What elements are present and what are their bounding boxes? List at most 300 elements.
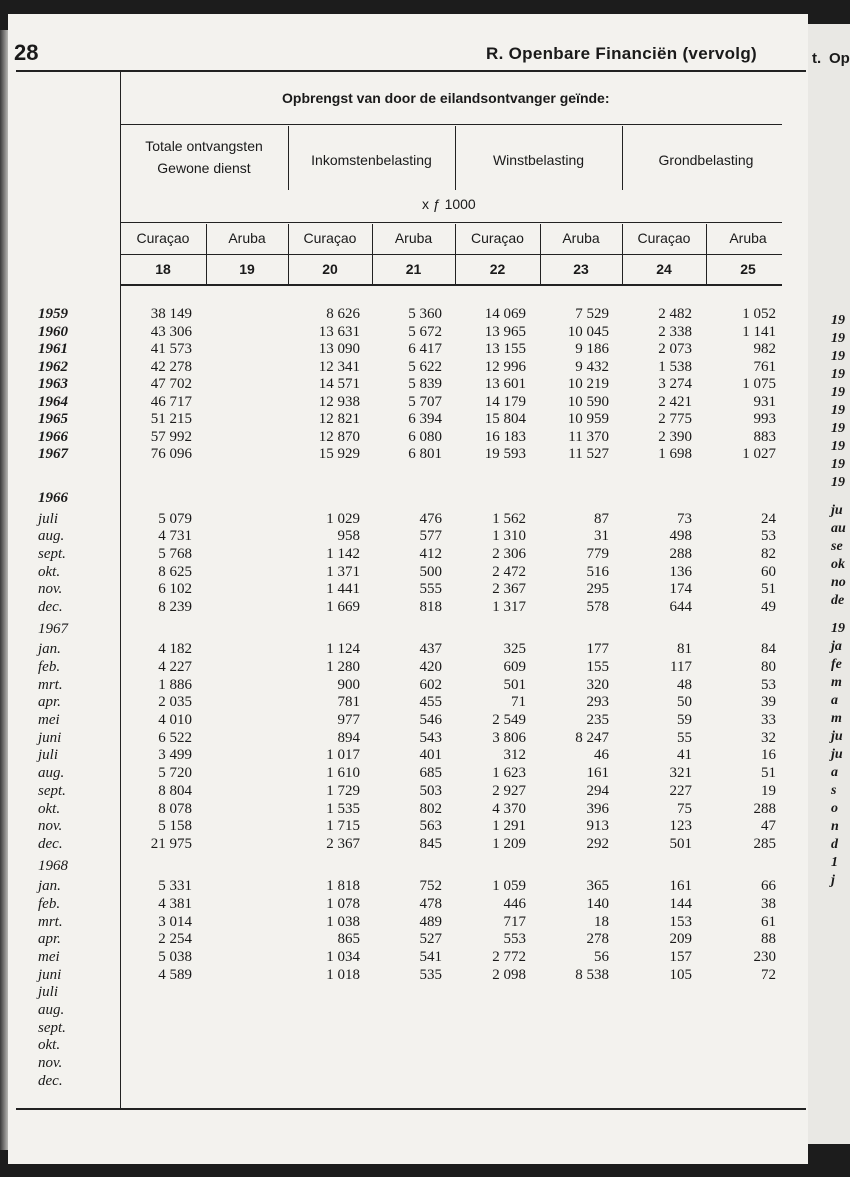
table-cell: 476: [419, 510, 442, 527]
table-cell: 72: [761, 966, 776, 983]
table-cell: 2 035: [158, 694, 192, 711]
region-label: Curaçao: [471, 230, 524, 246]
table-cell: 535: [419, 966, 442, 983]
table-cell: 10 590: [567, 393, 609, 410]
table-cell: 1 818: [326, 878, 360, 895]
region-label: Curaçao: [136, 230, 190, 246]
table-cell: 227: [669, 782, 692, 799]
table-cell: 14 571: [318, 376, 360, 392]
table-cell: 80: [761, 658, 776, 675]
table-cell: 84: [761, 641, 776, 658]
table-cell: 6 522: [158, 729, 192, 746]
table-cell: 2 472: [492, 563, 526, 580]
table-cell: 501: [669, 835, 692, 852]
row-label: juni: [38, 966, 62, 983]
table-cell: 5 839: [408, 376, 442, 392]
next-page-stub-label: m: [831, 711, 842, 726]
block-year: 1967: [38, 620, 68, 637]
next-page-stub-label: a: [831, 693, 838, 708]
table-cell: 2 367: [492, 581, 526, 598]
table-cell: 2 775: [658, 411, 692, 427]
table-cell: 16: [761, 747, 776, 764]
table-cell: 563: [419, 818, 442, 835]
table-cell: 365: [586, 878, 609, 895]
table-cell: 8 078: [158, 800, 192, 817]
row-label: nov.: [38, 818, 63, 835]
row-label: juli: [38, 747, 59, 764]
table-cell: 5 720: [158, 765, 192, 782]
next-page-stub-label: 19: [831, 313, 845, 328]
table-cell: 602: [419, 676, 442, 693]
next-page-stub-label: j: [831, 873, 835, 888]
table-title: Opbrengst van door de eilandsontvanger geïnde:: [282, 90, 610, 106]
table-cell: 527: [419, 931, 442, 948]
table-cell: 4 010: [158, 712, 192, 728]
table-cell: 66: [761, 878, 776, 895]
block-year: 1966: [38, 490, 68, 506]
table-cell: 51 215: [150, 411, 192, 427]
row-label: 1962: [38, 358, 68, 375]
next-page-stub-label: 19: [831, 367, 845, 382]
table-cell: 82: [761, 545, 776, 562]
row-label: okt.: [38, 563, 61, 580]
table-cell: 752: [419, 878, 442, 895]
table-cell: 293: [586, 694, 609, 711]
table-cell: 2 927: [492, 782, 526, 799]
table-cell: 1 538: [658, 358, 692, 375]
table-cell: 2 421: [658, 393, 692, 410]
row-label: apr.: [38, 694, 61, 711]
table-cell: 446: [503, 895, 526, 912]
next-page-stub-label: ja: [831, 639, 842, 654]
table-cell: 11 527: [568, 446, 609, 462]
show-through-text: [40, 186, 65, 202]
table-cell: 1 078: [326, 895, 360, 912]
table-cell: 9 432: [575, 358, 609, 375]
table-cell: 41 573: [150, 341, 192, 357]
row-label: aug.: [38, 528, 65, 545]
column-number: 24: [656, 261, 672, 277]
next-page-stub-label: a: [831, 765, 838, 780]
column-number: 25: [740, 261, 756, 277]
title-underline: [120, 124, 782, 125]
table-cell: 13 631: [318, 323, 360, 340]
table-cell: 2 306: [492, 545, 526, 562]
table-cell: 18: [594, 913, 609, 930]
table-cell: 41: [677, 747, 692, 764]
table-cell: 1 038: [326, 913, 360, 930]
row-label: jan.: [38, 641, 61, 658]
table-cell: 4 589: [158, 966, 192, 983]
table-cell: 3 014: [158, 913, 192, 930]
table-cell: 5 360: [408, 306, 442, 322]
table-cell: 19 593: [484, 446, 526, 462]
table-cell: 278: [586, 931, 609, 948]
group-header: Inkomstenbelasting: [311, 152, 432, 168]
next-page-stub-label: fe: [831, 657, 842, 672]
group-header: Gewone dienst: [157, 160, 251, 176]
table-cell: 500: [419, 563, 442, 580]
table-cell: 6 080: [408, 428, 442, 445]
row-label: dec.: [38, 1072, 63, 1089]
table-cell: 555: [419, 581, 442, 598]
table-cell: 993: [753, 411, 776, 427]
table-cell: 161: [669, 878, 692, 895]
table-cell: 478: [419, 895, 442, 912]
table-cell: 2 338: [658, 323, 692, 340]
table-cell: 1 698: [658, 446, 692, 462]
table-cell: 779: [586, 545, 609, 562]
table-cell: 320: [586, 676, 609, 693]
table-cell: 437: [419, 641, 442, 658]
table-cell: 578: [586, 599, 609, 615]
row-label: jan.: [38, 878, 61, 895]
row-label: 1965: [38, 411, 68, 427]
next-page-stub-label: ju: [831, 503, 843, 518]
table-cell: 53: [761, 676, 776, 693]
table-cell: 900: [337, 676, 360, 693]
row-label: 1964: [38, 393, 68, 410]
table-cell: 5 331: [158, 878, 192, 895]
next-page-stub-label: 19: [831, 385, 845, 400]
table-cell: 1 371: [326, 563, 360, 580]
table-cell: 577: [419, 528, 442, 545]
table-cell: 6 801: [408, 446, 442, 462]
table-cell: 24: [761, 510, 776, 527]
running-head: R. Openbare Financiën (vervolg): [486, 44, 757, 63]
table-cell: 420: [419, 658, 442, 675]
table-cell: 47: [761, 818, 776, 835]
table-cell: 321: [669, 765, 692, 782]
group-header: Winstbelasting: [492, 152, 585, 168]
table-cell: 2 482: [658, 306, 692, 322]
table-cell: 292: [586, 835, 609, 852]
column-number: 18: [155, 261, 171, 277]
table-cell: 781: [337, 694, 360, 711]
table-cell: 1 142: [326, 545, 360, 562]
table-cell: 230: [753, 948, 776, 965]
table-cell: 4 381: [158, 895, 192, 912]
table-cell: 10 045: [567, 323, 609, 340]
table-cell: 5 079: [158, 510, 192, 527]
show-through-text: [160, 88, 279, 104]
table-cell: 140: [586, 895, 609, 912]
table-cell: 31: [594, 528, 609, 545]
table-cell: 6 102: [158, 581, 192, 598]
row-label: dec.: [38, 599, 63, 615]
table-cell: 4 370: [492, 800, 526, 817]
table-cell: 396: [586, 800, 609, 817]
table-cell: 1 317: [492, 599, 526, 615]
row-label: 1959: [38, 306, 68, 322]
table-cell: 50: [677, 694, 692, 711]
table-cell: 8 626: [326, 306, 360, 322]
table-cell: 2 390: [658, 428, 692, 445]
table-cell: 288: [753, 800, 776, 817]
table-cell: 2 367: [326, 835, 360, 852]
row-label: nov.: [38, 581, 63, 598]
table-cell: 60: [761, 563, 776, 580]
table-cell: 16 183: [484, 428, 526, 445]
table-cell: 13 090: [318, 341, 360, 357]
next-page-stub-label: 19: [831, 403, 845, 418]
next-page-stub-label: 19: [831, 621, 845, 636]
column-number: 21: [405, 261, 422, 277]
table-cell: 19: [761, 782, 776, 799]
row-label: dec.: [38, 835, 63, 852]
table-cell: 75: [677, 800, 692, 817]
table-cell: 489: [419, 913, 442, 930]
table-cell: 913: [586, 818, 609, 835]
next-page-stub-label: ju: [831, 729, 843, 744]
table-cell: 61: [761, 913, 776, 930]
table-cell: 644: [669, 599, 692, 615]
table-cell: 5 707: [408, 393, 442, 410]
table-cell: 982: [753, 341, 776, 357]
table-cell: 931: [753, 393, 776, 410]
row-label: mrt.: [38, 913, 63, 930]
table-cell: 10 219: [567, 376, 609, 392]
table-cell: 10 959: [567, 411, 609, 427]
region-label: Curaçao: [637, 230, 691, 246]
table-cell: 818: [419, 599, 442, 615]
next-page-stub-label: ok: [831, 557, 845, 572]
table-cell: 12 938: [318, 393, 360, 410]
table-cell: 8 247: [575, 729, 609, 746]
table-cell: 12 996: [484, 358, 526, 375]
table-cell: 21 975: [150, 835, 192, 852]
table-cell: 49: [761, 599, 776, 615]
table-cell: 294: [586, 782, 609, 799]
table-cell: 1 886: [158, 676, 192, 693]
table-cell: 8 239: [158, 599, 192, 615]
table-cell: 4 182: [158, 641, 192, 658]
table-cell: 761: [753, 358, 776, 375]
next-page-stub-label: n: [831, 819, 839, 834]
table-cell: 2 254: [158, 931, 192, 948]
table-cell: 503: [419, 782, 442, 799]
table-cell: 235: [586, 712, 609, 728]
row-label: okt.: [38, 800, 61, 817]
table-cell: 88: [761, 931, 776, 948]
table-cell: 105: [669, 966, 692, 983]
table-cell: 865: [337, 931, 360, 948]
table-cell: 1 075: [742, 376, 776, 392]
table-cell: 123: [669, 818, 692, 835]
table-cell: 5 672: [408, 323, 442, 340]
column-number: 23: [573, 261, 589, 277]
table-cell: 1 209: [492, 835, 526, 852]
table-cell: 845: [419, 835, 442, 852]
table-cell: 87: [594, 510, 609, 527]
row-label: okt.: [38, 1037, 61, 1054]
table-cell: 2 073: [658, 341, 692, 357]
column-number: 20: [322, 261, 338, 277]
table-cell: 1 562: [492, 510, 526, 527]
table-cell: 412: [419, 545, 442, 562]
row-label: aug.: [38, 1002, 65, 1018]
table-cell: 39: [761, 694, 776, 711]
next-page-stub-label: ju: [831, 747, 843, 762]
page-number: 28: [14, 40, 39, 65]
table-cell: 1 610: [326, 765, 360, 782]
next-page-stub-label: se: [831, 539, 843, 554]
show-through-text: [750, 168, 775, 184]
table-cell: 144: [669, 895, 692, 912]
row-label: 1967: [38, 446, 68, 462]
next-page-stub-label: de: [831, 593, 845, 608]
table-cell: 117: [670, 658, 692, 675]
region-label: Aruba: [562, 230, 600, 246]
table-cell: 717: [503, 913, 526, 930]
table-cell: 1 124: [326, 641, 360, 658]
row-label: juni: [38, 729, 62, 746]
row-label: 1961: [38, 341, 68, 357]
table-cell: 5 622: [408, 358, 442, 375]
table-cell: 9 186: [575, 341, 609, 357]
region-label: Aruba: [394, 230, 433, 246]
table-cell: 53: [761, 528, 776, 545]
table-cell: 2 772: [492, 948, 526, 965]
table-cell: 1 715: [326, 818, 360, 835]
table-cell: 38 149: [150, 306, 192, 322]
row-label: 1960: [38, 323, 68, 340]
row-label: sept.: [38, 782, 66, 799]
table-cell: 209: [669, 931, 692, 948]
table-cell: 8 625: [158, 563, 192, 580]
next-page-stub-label: 19: [831, 331, 845, 346]
table-cell: 12 341: [318, 358, 360, 375]
row-label: 1963: [38, 376, 68, 392]
table-cell: 155: [586, 658, 609, 675]
table-cell: 8 804: [158, 782, 192, 799]
table-cell: 47 702: [150, 376, 192, 392]
table-cell: 543: [419, 729, 442, 746]
table-cell: 6 394: [408, 411, 442, 427]
table-cell: 958: [337, 528, 360, 545]
next-page-stub-label: 1: [831, 855, 838, 870]
table-cell: 32: [761, 729, 776, 746]
table-cell: 33: [761, 712, 776, 728]
table-cell: 1 623: [492, 765, 526, 782]
table-cell: 46: [594, 747, 609, 764]
row-label: apr.: [38, 931, 61, 948]
region-label: Curaçao: [303, 230, 357, 246]
table-cell: 5 768: [158, 545, 192, 562]
next-page-stub-label: s: [831, 783, 837, 798]
table-cell: 401: [419, 747, 442, 764]
row-label: mrt.: [38, 676, 63, 693]
table-cell: 43 306: [150, 323, 192, 340]
table-cell: 609: [503, 658, 526, 675]
table-cell: 1 034: [326, 948, 360, 965]
table-cell: 153: [669, 913, 692, 930]
column-number: 19: [239, 261, 255, 277]
table-cell: 1 059: [492, 878, 526, 895]
table-cell: 1 291: [492, 818, 526, 835]
table-cell: 802: [419, 800, 442, 817]
table-cell: 455: [419, 694, 442, 711]
table-cell: 157: [669, 948, 692, 965]
table-cell: 81: [677, 641, 692, 658]
table-cell: 1 729: [326, 782, 360, 799]
table-cell: 38: [761, 895, 776, 912]
table-cell: 15 929: [318, 446, 360, 462]
table-cell: 6 417: [408, 341, 442, 357]
table-cell: 76 096: [150, 446, 192, 462]
table-cell: 1 310: [492, 528, 526, 545]
table-cell: 15 804: [484, 411, 526, 427]
row-label: 1966: [38, 428, 68, 445]
table-cell: 1 017: [326, 747, 360, 764]
next-page-running-head: t.: [812, 50, 822, 67]
row-label: mei: [38, 948, 60, 965]
table-cell: 1 535: [326, 800, 360, 817]
table-cell: 4 227: [158, 658, 192, 675]
table-cell: 46 717: [150, 393, 192, 410]
group-header: Grondbelasting: [658, 152, 754, 168]
group-header: Totale ontvangsten: [145, 138, 263, 154]
region-label: Aruba: [228, 230, 266, 246]
table-cell: 5 038: [158, 948, 192, 965]
table-cell: 51: [761, 581, 776, 598]
table-cell: 498: [669, 528, 692, 545]
table-cell: 48: [677, 676, 692, 693]
table-cell: 325: [503, 641, 526, 658]
table-cell: 288: [669, 545, 692, 562]
row-label: sept.: [38, 545, 66, 562]
table-cell: 1 141: [742, 323, 776, 340]
table-cell: 285: [753, 835, 776, 852]
next-page-stub-label: 19: [831, 475, 845, 490]
next-page-running-head-word: Op: [829, 50, 850, 67]
table-cell: 3 499: [158, 747, 192, 764]
table-cell: 541: [419, 948, 442, 965]
region-label: Aruba: [729, 230, 767, 246]
bottom-rule: [16, 1108, 806, 1110]
next-page-stub-label: d: [831, 837, 838, 852]
top-rule: [16, 70, 806, 72]
next-page-stub-label: 19: [831, 457, 845, 472]
next-page-stub-label: o: [831, 801, 838, 816]
table-cell: 1 018: [326, 966, 360, 983]
table-cell: 42 278: [150, 358, 192, 375]
next-page-stub-label: 19: [831, 421, 845, 436]
row-label: feb.: [38, 895, 61, 912]
table-cell: 55: [677, 729, 692, 746]
table-cell: 894: [337, 729, 360, 746]
table-cell: 8 538: [575, 966, 609, 983]
region-underline: [120, 254, 782, 255]
table-cell: 685: [419, 765, 442, 782]
table-cell: 3 806: [492, 729, 526, 746]
table-cell: 14 069: [484, 306, 526, 322]
table-cell: 3 274: [658, 376, 692, 392]
table-cell: 516: [586, 563, 609, 580]
table-cell: 7 529: [575, 306, 609, 322]
table-cell: 12 821: [318, 411, 360, 427]
table-cell: 1 280: [326, 658, 360, 675]
table-cell: 73: [677, 510, 692, 527]
row-label: juli: [38, 984, 59, 1001]
table-cell: 14 179: [484, 393, 526, 410]
table-cell: 11 370: [568, 428, 609, 445]
row-label: nov.: [38, 1055, 63, 1072]
column-number: 22: [489, 261, 506, 277]
table-cell: 13 601: [484, 376, 526, 392]
table-cell: 1 441: [326, 581, 360, 598]
table-cell: 883: [753, 428, 776, 445]
